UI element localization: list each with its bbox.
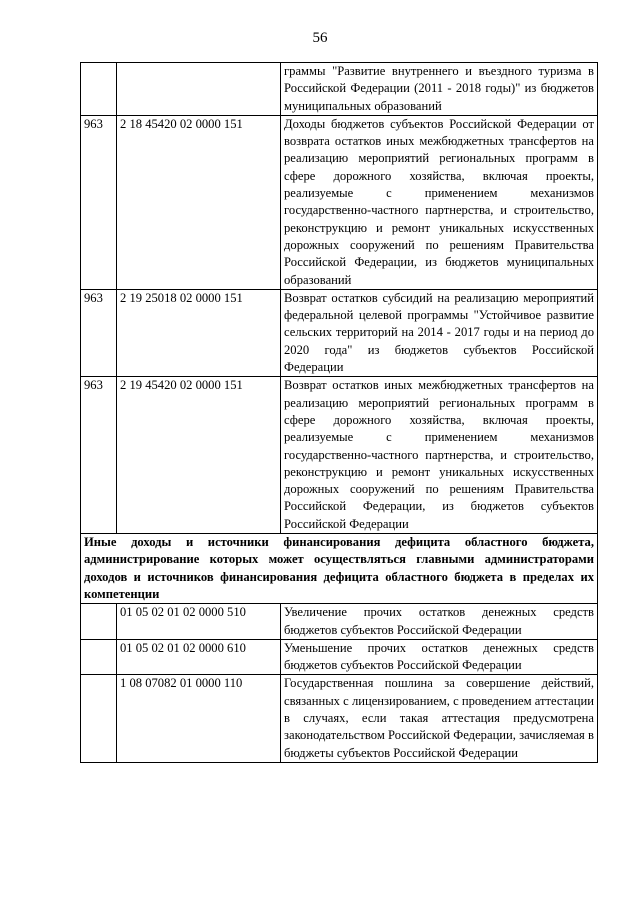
description-cell: Доходы бюджетов субъектов Российской Федерации от возврата остатков иных межбюджетных трансфертов на реализацию мероприятий региональных программ в сфере дорожного хозяйства, включая проекты, реализуемые с применением механизмов государственно-частного партнерства, и строительство, реконструкцию и ремонт уникальных искусственных дорожных сооружений по решениям Правительства Российской Федерации, из бюджетов муниципальных образований xyxy=(281,115,598,289)
table-row xyxy=(81,289,598,376)
budget-code-cell: 01 05 02 01 02 0000 510 xyxy=(117,604,281,640)
admin-code-cell: 963 xyxy=(81,377,117,534)
admin-code-cell xyxy=(81,604,117,640)
admin-code-cell xyxy=(81,63,117,116)
table-row xyxy=(81,377,598,534)
description-cell: граммы "Развитие внутреннего и въездного туризма в Российской Федерации (2011 - 2018 годы)" из бюджетов муниципальных образований xyxy=(281,63,598,116)
description-cell: Возврат остатков иных межбюджетных трансфертов на реализацию мероприятий региональных программ в сфере дорожного хозяйства, включая проекты, реализуемые с применением механизмов государственно-частного партнерства, и строительство, реконструкцию и ремонт уникальных искусственных дорожных сооружений по решениям Правительства Российской Федерации, из бюджетов субъектов Российской Федерации xyxy=(281,377,598,534)
budget-code-cell: 1 08 07082 01 0000 110 xyxy=(117,675,281,762)
budget-code-cell: 2 19 45420 02 0000 151 xyxy=(117,377,281,534)
section-heading-row xyxy=(81,534,598,604)
description-cell: Государственная пошлина за совершение действий, связанных с лицензированием, с проведением аттестации в случаях, если такая аттестация предусмотрена законодательством Российской Федерации, зачисляемая в бюджеты субъектов Российской Федерации xyxy=(281,675,598,762)
budget-code-cell: 2 19 25018 02 0000 151 xyxy=(117,289,281,376)
table-row xyxy=(81,639,598,675)
revenue-classification-table xyxy=(80,62,598,763)
section-heading: Иные доходы и источники финансирования дефицита областного бюджета, администрирование которых может осуществляться главными администраторами доходов и источников финансирования дефицита областного бюджета в пределах их компетенции xyxy=(81,534,598,604)
budget-code-cell: 01 05 02 01 02 0000 610 xyxy=(117,639,281,675)
description-cell: Возврат остатков субсидий на реализацию мероприятий федеральной целевой программы "Устойчивое развитие сельских территорий на 2014 - 2017 годы и на период до 2020 года" из бюджетов субъектов Российской Федерации xyxy=(281,289,598,376)
table-row xyxy=(81,675,598,762)
admin-code-cell xyxy=(81,675,117,762)
table-row xyxy=(81,115,598,289)
budget-code-cell xyxy=(117,63,281,116)
admin-code-cell: 963 xyxy=(81,115,117,289)
admin-code-cell xyxy=(81,639,117,675)
description-cell: Увеличение прочих остатков денежных средств бюджетов субъектов Российской Федерации xyxy=(281,604,598,640)
table-row xyxy=(81,63,598,116)
page-number: 56 xyxy=(312,30,328,46)
admin-code-cell: 963 xyxy=(81,289,117,376)
budget-code-cell: 2 18 45420 02 0000 151 xyxy=(117,115,281,289)
description-cell: Уменьшение прочих остатков денежных средств бюджетов субъектов Российской Федерации xyxy=(281,639,598,675)
table-row xyxy=(81,604,598,640)
